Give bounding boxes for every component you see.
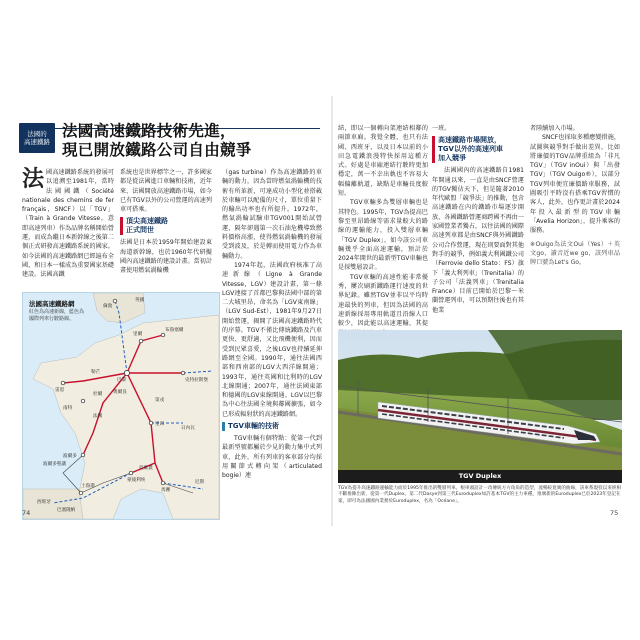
map-label: 南特 xyxy=(63,406,73,411)
map-legend-line2: 國際列車行駛路線。 xyxy=(29,316,75,322)
drop-cap: 法 xyxy=(22,166,45,192)
section-tag xyxy=(19,123,55,153)
right-col-1-text: 結，即以一個轉向架連結相鄰的兩節車廂。我覺全體，也只有法國、西班牙、以及日本以前的小田急電鐵浪漫特快採用這種方式。好處是車廂連結行駛時更加穩定，萬一不幸出軌也不容易大幅偏離軌道，缺點是車輛長度較短。 xyxy=(338,125,428,198)
left-col-1 xyxy=(22,168,114,280)
photo-graphic xyxy=(338,330,622,470)
map-label: 馬賽 xyxy=(161,488,171,493)
city-paris xyxy=(124,370,129,375)
france-landmass xyxy=(33,315,219,519)
map-label: 亞維農 xyxy=(139,466,153,471)
map-label: 雷恩 xyxy=(55,388,65,393)
map-title: 法國高速鐵路網 xyxy=(29,300,75,308)
map-label: 第戎 xyxy=(155,398,165,403)
map-label: 日內瓦 xyxy=(181,426,195,431)
map-label: 法國 xyxy=(93,414,103,419)
right-col-2-text-a: 一班。 xyxy=(432,125,451,132)
right-col-2-text-b: 法國國內的高速鐵路自1981年開通以來，一直是由SNCF營運的TGV獨佔天下，但是隨著2010年代歐盟「競爭法」的推動，包含高速鐵路在內的鐵路市場逐步開放，各國鐵路營運商跨國不再由一家國營業者獨占，以往法國的國際高速列車都是由SNCF與外國鐵路公司合作營運，現在則要面對其他對手的競爭，例如義大利國鐵公司（Ferrovie dello Stato：FS）旗下「義大利列車」（Trenitalia）的子公司「法義列車」（Trenitalia France）目前已開始於巴黎～米蘭營運列車，可以預期往後也有其他業 xyxy=(432,167,524,314)
left-col-1-text: 國高速鐵路系統的發展可以追溯至1981年，當時法國國鐵（Société nationale des chemins de fer français，SNCF）以「TGV」（Train à Grande Vitesse，意即高速列車）作為品牌名稱開始營運，而成為繼日本新幹線之後第二個正式研發高速鐵路系統的國家。如今法國的高速鐵路網已經遍布全國，和日本一樣成為重要國家基礎建設。法國高鐵 xyxy=(22,169,114,279)
map-label: 尼斯 xyxy=(195,480,205,485)
photo-caption-title: TGV Duplex xyxy=(338,470,622,483)
map-legend-line1: 紅色為高速新線，藍色為 xyxy=(29,309,85,315)
right-col-3-text-b: SNCF也採取多種應變措施，試圖與競爭對手做出差異，比如將廉價的TGV品牌重組為「非凡TGV」（TGV inOui）與「出發TGV」（TGV Ouigo®），以部分TGV列車便宜廉價路車服務，試圖吸引平時沒有搭乘TGV習慣的客人，此外，也作更計畫於2024年投入最新型的TGV車輛「Avelia Horizon」，提升乘客的服務。 xyxy=(530,134,620,235)
map-label: 巴塞隆納 xyxy=(57,508,76,513)
map-label: 杜爾 xyxy=(93,392,103,397)
map-label: 勒芒 xyxy=(91,370,101,375)
page-title-line1: 法國高速鐵路技術先進， xyxy=(62,122,236,140)
left-col-3 xyxy=(222,168,322,481)
map-label: 土魯斯 xyxy=(81,484,95,489)
map-label: 史特拉斯堡 xyxy=(185,378,208,383)
tgv-duplex-photo xyxy=(338,330,622,470)
right-col-3-note: ※Ouigo為法文Oui（Yes）＋英文go，讀音近we go，該列車品牌口號為Let's Go。 xyxy=(530,240,620,267)
right-col-2 xyxy=(432,124,524,315)
page-number-left: 74 xyxy=(22,509,31,517)
subhead-market-open: 高速鐵路市場開放， TGV以外的高速列車 加入競爭 xyxy=(432,136,524,163)
map-label: 波爾多聖讓 xyxy=(43,462,66,467)
left-col-3-text-c: TGV車輛有個特點：從第一代到最新型號都屬於少見的動力集中式列車，此外，所有列車的客車部分均採用關節式轉向架（articulated bogie）連 xyxy=(222,435,322,480)
map-label: 奧爾良 xyxy=(113,390,127,395)
left-col-2 xyxy=(120,168,212,276)
map-label: 波爾多 xyxy=(63,454,77,459)
section-tag-label: 法國的 高速鐵路 xyxy=(24,130,50,146)
right-col-1 xyxy=(338,124,428,338)
map-label: 布魯塞爾 xyxy=(165,328,184,333)
map-label: 里爾 xyxy=(133,332,143,337)
right-col-1-text-c: TGV車輛的高速性能非常優秀，屢次刷新鐵路運行速度的世界紀錄。雖然TGV並非以平均時速最快的列車，但因為法國的高速新線採用專用軌道且沿線人口較少，因此能以高速運輸，其提 xyxy=(338,273,428,328)
map-graphic xyxy=(23,293,219,519)
right-col-3 xyxy=(530,124,620,267)
page-number-right: 75 xyxy=(610,509,619,517)
map-legend xyxy=(29,309,84,323)
spain-landmass xyxy=(23,489,83,519)
page-title-line2: 現已開放鐵路公司自由競爭 xyxy=(62,141,252,159)
page-title xyxy=(62,122,252,160)
map-label: 蒙彼利埃 xyxy=(127,478,146,483)
right-col-3-text-a: 者陸續加入市場。 xyxy=(530,125,579,132)
subhead-tgv-origin: 頂尖高速鐵路 正式問世 xyxy=(120,217,212,235)
rail-network-map xyxy=(22,292,220,520)
left-col-2-text-a: 系統也是世界標竿之一，許多國家都是從法國進口車輛和技術，近年來，法國開放高速鐵路市場，如今已有TGV以外的公司營運的高速列車可搭乘。 xyxy=(120,169,212,214)
map-label: 西班牙 xyxy=(37,500,51,505)
subhead-tgv-tech: TGV車輛的技術 xyxy=(222,422,322,431)
left-col-3-text-b: 1974年起，法國政府核准了高速新線（Ligne à Grande Vitesse，LGV）建設計畫，第一條LGV連接了首都巴黎與法國中部的第二大城里昂，命名為「LGV東南線」（LGV Sud-Est），1981年9月27日開始營運，揭開了法國高速鐵路時代的序幕。TGV不僅比傳統鐵路及汽車更快、更舒適，又比飛機便利，因而受到民眾喜愛，之後LGV也持續延伸路網至全國。1990年，通往法國西部和西南部的LGV大西洋線開通；1993年，通往英國和比利時的LGV北線開通；2007年，通往法國東部和德國的LGV東線開通。LGV以巴黎為中心往法國全境與鄰國擴張，如今已形成輻射狀的高速鐵路網。 xyxy=(222,261,322,418)
photo-caption: TGV為提升高速鐵路運輸能力而於1995年推出的雙層列車。根車頭設計一改傳統方方角角的造型，流暢較寬廣的曲線，該車系現役以來經相不斷推陳出新，從第一代Duplex、第二代Dasye到第三代Euroduplex如許基本TGV的主力車種，推廣新的Euroduplex已於2023年登記在案，即可為法國國內業務於Euroduplex，名為「Océane」。 xyxy=(338,486,622,504)
map-label: 里昂 xyxy=(155,422,165,427)
map-label: 倫敦 xyxy=(103,304,113,309)
left-col-3-text-a: （gas turbine）作為高速鐵路的車輛的動力，因為當時燃氣渦輪機的技術有所革新，可達成功小型化並搭載於車輛可以配備的尺寸，單位重量下的輸出功率也有所提升。1972年，燃氣渦輪試驗車TGV001開始試營運，隔年卻遇第一次石油危機導致燃料價格高漲，使得燃氣渦輪機的發展受到波及，於是轉而使用電力作為車輛動力。 xyxy=(222,169,322,260)
left-col-2-text-b: 法國是日本於1959年開始建設東海道新幹線，也於1960年代研擬國內高速鐵路的建設計畫。當初計畫使用燃氣渦輪機 xyxy=(120,239,212,275)
right-col-1-text-b: TGV車輛多為雙層車輛也是其特色。1995年，TGV為提高巴黎至里昂路線等需求量較大的路線的運輸能力，投入雙層車輛「TGV Duplex」，如今該公司車輛幾乎全面高速運輸，預計於2024年開世的最新型TGV車輛也是採雙層設計。 xyxy=(338,199,428,272)
map-label: 英國 xyxy=(135,298,145,303)
map-label: 巴黎 xyxy=(117,378,127,383)
page-gutter xyxy=(331,96,333,526)
